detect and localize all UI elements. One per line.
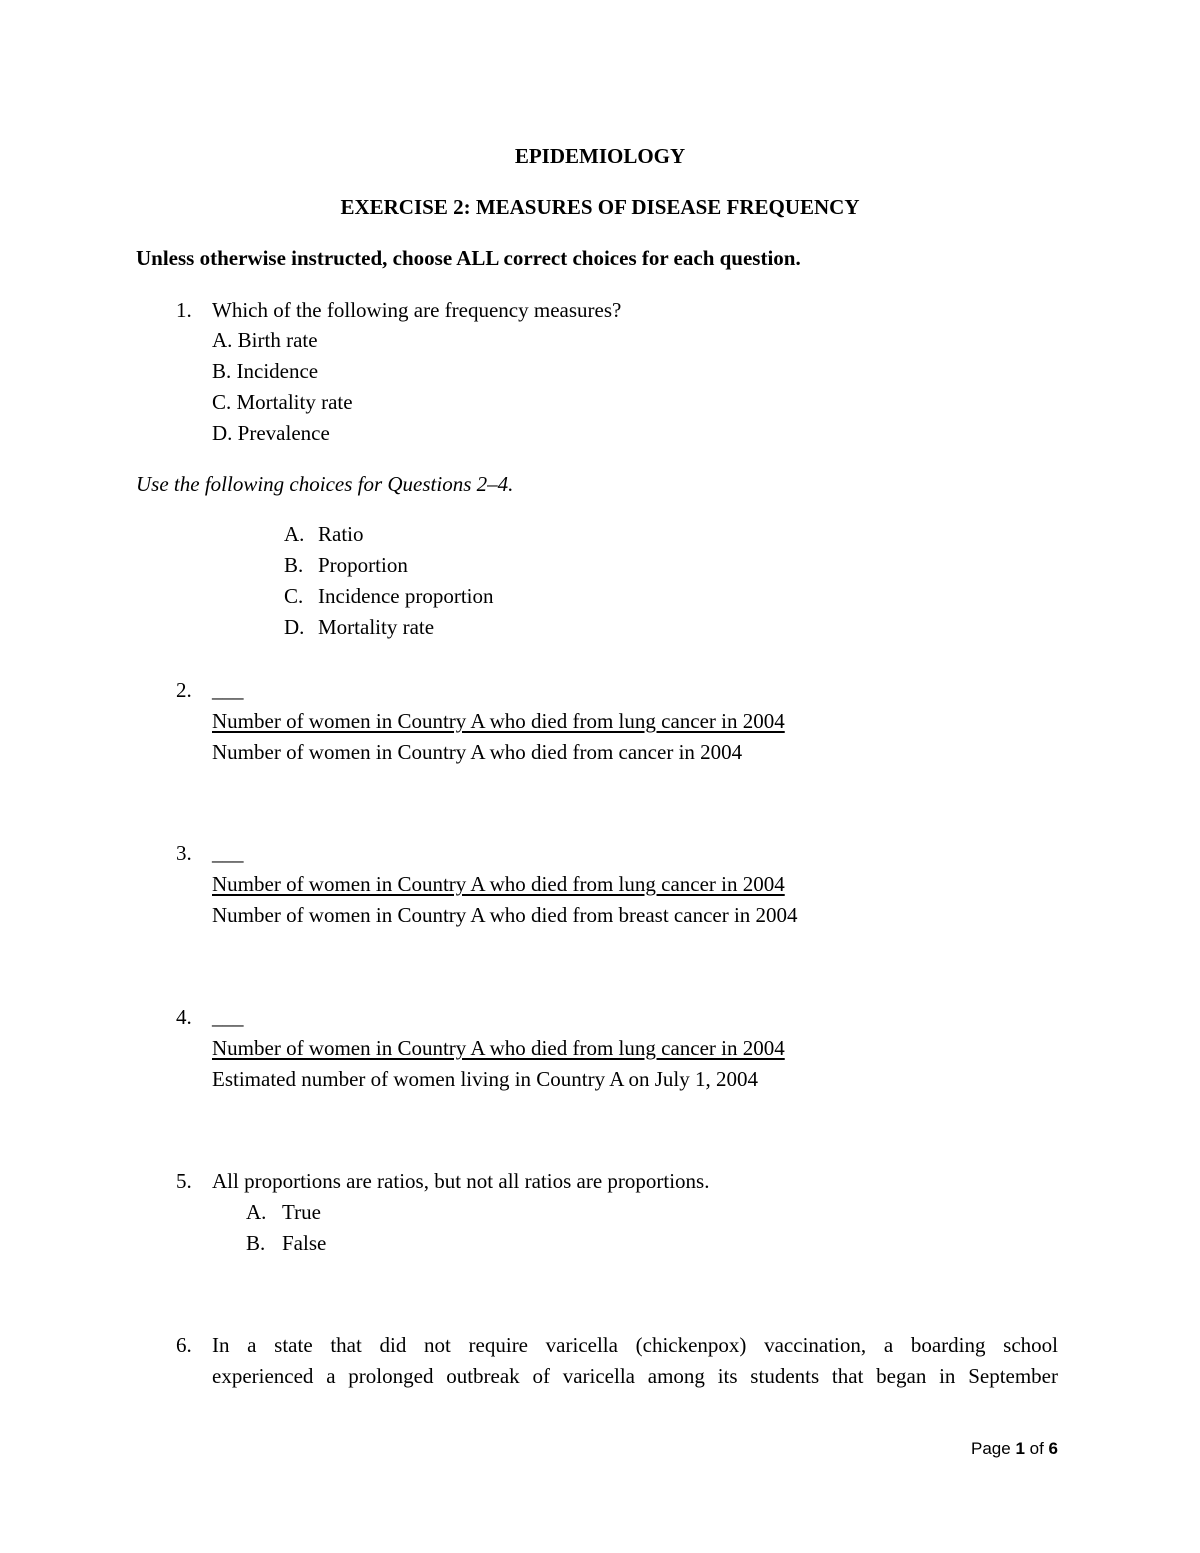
fraction-denominator: Number of women in Country A who died from cancer in 2004 (212, 740, 743, 764)
document-title: EPIDEMIOLOGY (514, 144, 686, 168)
page-total: 6 (1048, 1439, 1058, 1458)
question-text-line: In a state that did not require varicella (chickenpox) vaccination, a boarding school (212, 1333, 1058, 1357)
option-d: D. Prevalence (212, 421, 330, 445)
answer-blank: ___ (212, 678, 244, 702)
instruction-text: Unless otherwise instructed, choose ALL correct choices for each question. (136, 246, 801, 270)
question-text: All proportions are ratios, but not all ratios are proportions. (212, 1169, 710, 1193)
page-current: 1 (1015, 1439, 1025, 1458)
option-text: False (282, 1231, 327, 1255)
choice-text: Incidence proportion (318, 584, 494, 608)
option-letter: B. (246, 1231, 266, 1255)
answer-blank: ___ (212, 841, 244, 865)
question-number: 6. (176, 1333, 192, 1357)
fraction-numerator: Number of women in Country A who died from lung cancer in 2004 (212, 709, 785, 733)
choice-letter: A. (284, 522, 305, 546)
page-number (971, 1433, 1058, 1464)
question-number: 4. (176, 1005, 192, 1029)
fraction-denominator: Number of women in Country A who died from breast cancer in 2004 (212, 903, 798, 927)
shared-choices-intro: Use the following choices for Questions 2–4. (136, 472, 514, 496)
question-text-line: experienced a prolonged outbreak of varicella among its students that began in September (212, 1364, 1058, 1388)
option-letter: A. (246, 1200, 267, 1224)
fraction-numerator: Number of women in Country A who died from lung cancer in 2004 (212, 1036, 785, 1060)
question-number: 2. (176, 678, 192, 702)
option-a: A. Birth rate (212, 328, 318, 352)
question-number: 5. (176, 1169, 192, 1193)
choice-letter: B. (284, 553, 304, 577)
option-c: C. Mortality rate (212, 390, 353, 414)
fraction-numerator: Number of women in Country A who died from lung cancer in 2004 (212, 872, 785, 896)
exercise-subtitle: EXERCISE 2: MEASURES OF DISEASE FREQUENCY (340, 195, 860, 219)
question-number: 3. (176, 841, 192, 865)
page-of: of (1024, 1439, 1049, 1458)
choice-letter: D. (284, 615, 305, 639)
option-b: B. Incidence (212, 359, 319, 383)
option-text: True (282, 1200, 321, 1224)
answer-blank: ___ (212, 1005, 244, 1029)
question-text: Which of the following are frequency measures? (212, 298, 622, 322)
page-label: Page (971, 1439, 1016, 1458)
choice-text: Ratio (318, 522, 364, 546)
question-number: 1. (176, 298, 192, 322)
choice-text: Proportion (318, 553, 408, 577)
choice-text: Mortality rate (318, 615, 435, 639)
choice-letter: C. (284, 584, 304, 608)
fraction-denominator: Estimated number of women living in Country A on July 1, 2004 (212, 1067, 758, 1091)
